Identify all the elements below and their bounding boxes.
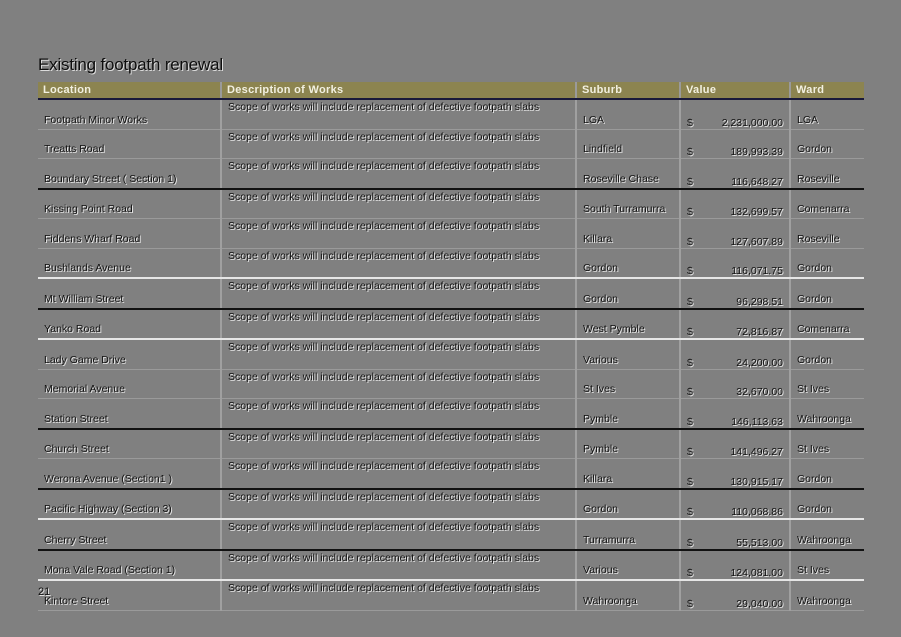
table-row	[38, 519, 864, 550]
currency-symbol: $	[687, 446, 693, 458]
suburb-text: Pymble	[583, 443, 619, 455]
currency-symbol: $	[687, 326, 693, 338]
cell-suburb	[576, 519, 680, 550]
location-text: Memorial Avenue	[44, 383, 125, 395]
suburb-text: West Pymble	[583, 323, 645, 335]
cell-location	[38, 369, 221, 399]
cell-ward	[790, 399, 864, 429]
value-amount: 32,670.00	[736, 386, 783, 398]
table-row	[38, 550, 864, 581]
cell-description: Scope of works will include replacement of defective footpath slabs	[221, 129, 576, 159]
cell-description: Scope of works will include replacement of defective footpath slabs	[221, 369, 576, 399]
currency-symbol: $	[687, 597, 693, 610]
cell-value	[680, 309, 790, 340]
table-row	[38, 369, 864, 399]
cell-location	[38, 550, 221, 581]
cell-description: Scope of works will include replacement of defective footpath slabs	[221, 519, 576, 550]
header-suburb: Suburb	[576, 82, 680, 99]
cell-ward	[790, 219, 864, 249]
page-title: Existing footpath renewal	[38, 55, 223, 74]
cell-ward	[790, 278, 864, 309]
ward-text: Roseville	[797, 172, 840, 185]
header-description: Description of Works	[221, 82, 576, 99]
footpath-renewal-table	[38, 82, 864, 611]
cell-value	[680, 99, 790, 129]
suburb-text: Turramurra	[583, 533, 636, 546]
currency-symbol: $	[687, 235, 693, 248]
cell-value	[680, 429, 790, 459]
cell-location	[38, 99, 221, 129]
table-body	[38, 99, 864, 610]
ward-text: Gordon	[797, 353, 833, 366]
cell-ward	[790, 519, 864, 550]
value-amount: 141,496.27	[730, 446, 783, 458]
suburb-text: Gordon	[583, 503, 619, 515]
cell-location	[38, 399, 221, 429]
ward-text: Comenarra	[797, 323, 850, 335]
ward-text: St Ives	[797, 564, 830, 576]
value-amount: 189,993.39	[730, 146, 783, 158]
currency-symbol: $	[687, 506, 693, 518]
table-row	[38, 399, 864, 429]
cell-description: Scope of works will include replacement of defective footpath slabs	[221, 189, 576, 219]
currency-symbol: $	[687, 295, 693, 308]
cell-suburb	[576, 369, 680, 399]
ward-text: Wahroonga	[797, 533, 851, 546]
value-amount: 132,699.57	[730, 206, 783, 218]
cell-value	[680, 339, 790, 369]
cell-ward	[790, 580, 864, 610]
suburb-text: Various	[583, 353, 618, 366]
cell-location	[38, 489, 221, 520]
cell-description: Scope of works will include replacement of defective footpath slabs	[221, 159, 576, 189]
cell-description: Scope of works will include replacement of defective footpath slabs	[221, 459, 576, 489]
table-row	[38, 580, 864, 610]
cell-description: Scope of works will include replacement of defective footpath slabs	[221, 99, 576, 129]
value-amount: 2,231,000.00	[721, 116, 783, 129]
cell-suburb	[576, 580, 680, 610]
location-text: Bushlands Avenue	[44, 262, 131, 274]
cell-ward	[790, 429, 864, 459]
suburb-text: Wahroonga	[583, 594, 637, 607]
suburb-text: Gordon	[583, 292, 619, 305]
table-row	[38, 309, 864, 340]
cell-location	[38, 248, 221, 278]
cell-ward	[790, 248, 864, 278]
value-amount: 72,816.87	[736, 326, 783, 338]
cell-ward	[790, 489, 864, 520]
cell-value	[680, 519, 790, 550]
location-text: Mt William Street	[44, 292, 124, 305]
cell-ward	[790, 550, 864, 581]
suburb-text: LGA	[583, 113, 605, 126]
location-text: Lady Game Drive	[44, 353, 126, 366]
cell-location	[38, 309, 221, 340]
location-text: Footpath Minor Works	[44, 113, 148, 126]
ward-text: Gordon	[797, 262, 833, 274]
currency-symbol: $	[687, 536, 693, 549]
cell-ward	[790, 339, 864, 369]
ward-text: LGA	[797, 113, 819, 126]
cell-value	[680, 189, 790, 219]
cell-suburb	[576, 399, 680, 429]
cell-suburb	[576, 278, 680, 309]
page-number: 21	[38, 586, 51, 598]
header-location: Location	[38, 82, 221, 99]
cell-description: Scope of works will include replacement of defective footpath slabs	[221, 309, 576, 340]
cell-location	[38, 129, 221, 159]
currency-symbol: $	[687, 567, 693, 579]
table-row	[38, 99, 864, 129]
cell-ward	[790, 159, 864, 189]
cell-description: Scope of works will include replacement of defective footpath slabs	[221, 219, 576, 249]
location-text: Treatts Road	[44, 143, 105, 155]
location-text: Werona Avenue (Section1 )	[44, 472, 173, 485]
location-text: Mona Vale Road (Section 1)	[44, 564, 176, 576]
currency-symbol: $	[687, 386, 693, 398]
ward-text: Comenarra	[797, 203, 850, 215]
value-amount: 116,648.27	[731, 175, 783, 188]
cell-value	[680, 219, 790, 249]
location-text: Yanko Road	[44, 323, 102, 335]
cell-description: Scope of works will include replacement of defective footpath slabs	[221, 429, 576, 459]
ward-text: Wahroonga	[797, 412, 851, 425]
location-text: Cherry Street	[44, 533, 107, 546]
table-row	[38, 159, 864, 189]
cell-value	[680, 399, 790, 429]
cell-suburb	[576, 159, 680, 189]
cell-suburb	[576, 129, 680, 159]
cell-value	[680, 489, 790, 520]
cell-description: Scope of works will include replacement of defective footpath slabs	[221, 278, 576, 309]
currency-symbol: $	[687, 175, 693, 188]
cell-ward	[790, 129, 864, 159]
suburb-text: Pymble	[583, 412, 619, 425]
cell-suburb	[576, 99, 680, 129]
cell-ward	[790, 309, 864, 340]
table-row	[38, 489, 864, 520]
cell-suburb	[576, 339, 680, 369]
header-ward: Ward	[790, 82, 864, 99]
value-amount: 96,298.51	[736, 295, 783, 308]
location-text: Kintore Street	[44, 594, 109, 607]
ward-text: Gordon	[797, 292, 833, 305]
cell-description: Scope of works will include replacement of defective footpath slabs	[221, 339, 576, 369]
value-amount: 110,068.86	[731, 506, 783, 518]
table-row	[38, 248, 864, 278]
cell-suburb	[576, 459, 680, 489]
cell-location	[38, 580, 221, 610]
ward-text: Wahroonga	[797, 594, 851, 607]
ward-text: Gordon	[797, 472, 833, 485]
table-row	[38, 278, 864, 309]
cell-suburb	[576, 248, 680, 278]
suburb-text: Lindfield	[583, 143, 623, 155]
cell-location	[38, 159, 221, 189]
value-amount: 124,081.00	[730, 567, 783, 579]
ward-text: Gordon	[797, 143, 833, 155]
cell-location	[38, 278, 221, 309]
cell-value	[680, 550, 790, 581]
location-text: Pacific Highway (Section 3)	[44, 503, 172, 515]
ward-text: Gordon	[797, 503, 833, 515]
suburb-text: St Ives	[583, 383, 616, 395]
location-text: Fiddens Wharf Road	[44, 232, 141, 245]
value-amount: 116,071.75	[731, 265, 783, 277]
suburb-text: Killara	[583, 232, 613, 245]
cell-ward	[790, 189, 864, 219]
cell-location	[38, 429, 221, 459]
cell-ward	[790, 99, 864, 129]
suburb-text: Killara	[583, 472, 613, 485]
cell-value	[680, 248, 790, 278]
value-amount: 24,200.00	[736, 356, 783, 369]
table-row	[38, 129, 864, 159]
table-header-row	[38, 82, 864, 99]
suburb-text: South Turramurra	[583, 203, 666, 215]
location-text: Church Street	[44, 443, 109, 455]
cell-description: Scope of works will include replacement of defective footpath slabs	[221, 248, 576, 278]
currency-symbol: $	[687, 475, 693, 488]
currency-symbol: $	[687, 146, 693, 158]
currency-symbol: $	[687, 356, 693, 369]
cell-ward	[790, 369, 864, 399]
cell-location	[38, 189, 221, 219]
location-text: Kissing Point Road	[44, 203, 133, 215]
ward-text: St Ives	[797, 383, 830, 395]
cell-suburb	[576, 429, 680, 459]
value-amount: 127,607.89	[730, 235, 783, 248]
value-amount: 130,915.17	[730, 475, 783, 488]
ward-text: St Ives	[797, 443, 830, 455]
header-value: Value	[680, 82, 790, 99]
table-row	[38, 189, 864, 219]
value-amount: 29,040.00	[736, 597, 783, 610]
table-row	[38, 339, 864, 369]
suburb-text: Various	[583, 564, 618, 576]
location-text: Boundary Street ( Section 1)	[44, 172, 177, 185]
currency-symbol: $	[687, 116, 693, 129]
cell-value	[680, 129, 790, 159]
cell-suburb	[576, 550, 680, 581]
cell-description: Scope of works will include replacement of defective footpath slabs	[221, 399, 576, 429]
cell-location	[38, 339, 221, 369]
value-amount: 146,113.63	[731, 415, 783, 428]
cell-location	[38, 459, 221, 489]
cell-suburb	[576, 489, 680, 520]
cell-description: Scope of works will include replacement of defective footpath slabs	[221, 489, 576, 520]
cell-suburb	[576, 309, 680, 340]
ward-text: Roseville	[797, 232, 840, 245]
suburb-text: Gordon	[583, 262, 619, 274]
cell-value	[680, 459, 790, 489]
currency-symbol: $	[687, 415, 693, 428]
location-text: Station Street	[44, 412, 108, 425]
cell-suburb	[576, 219, 680, 249]
cell-value	[680, 369, 790, 399]
value-amount: 55,513.00	[736, 536, 783, 549]
cell-value	[680, 580, 790, 610]
cell-description: Scope of works will include replacement of defective footpath slabs	[221, 580, 576, 610]
table-row	[38, 429, 864, 459]
currency-symbol: $	[687, 265, 693, 277]
table-row	[38, 459, 864, 489]
cell-location	[38, 219, 221, 249]
cell-value	[680, 159, 790, 189]
cell-value	[680, 278, 790, 309]
suburb-text: Roseville Chase	[583, 172, 659, 185]
cell-description: Scope of works will include replacement of defective footpath slabs	[221, 550, 576, 581]
table-row	[38, 219, 864, 249]
cell-suburb	[576, 189, 680, 219]
cell-location	[38, 519, 221, 550]
cell-ward	[790, 459, 864, 489]
currency-symbol: $	[687, 206, 693, 218]
